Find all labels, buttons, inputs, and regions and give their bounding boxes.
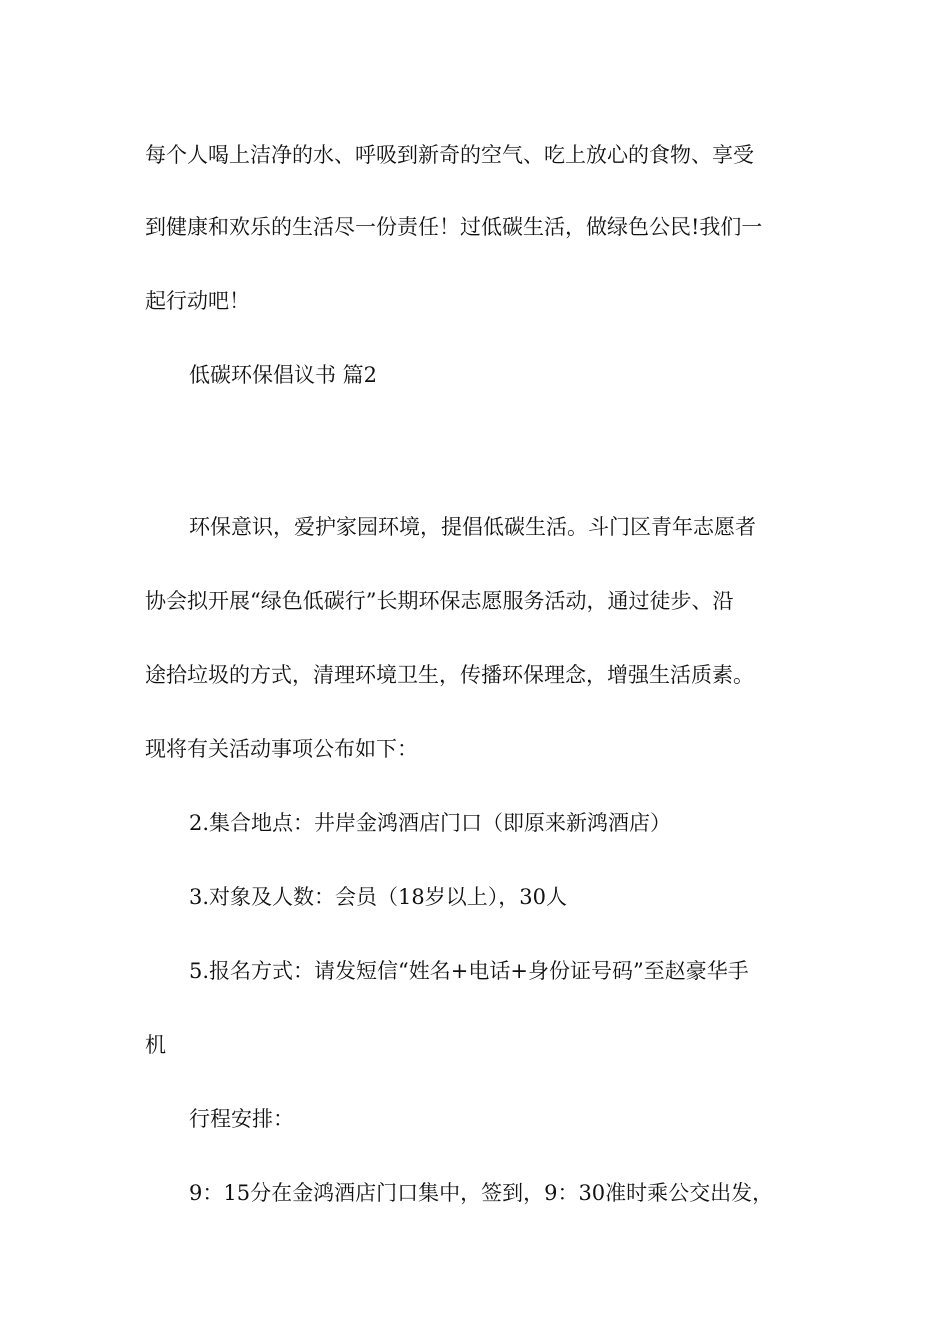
paragraph-line: 起行动吧！ <box>145 289 250 313</box>
paragraph-line: 途拾垃圾的方式，清理环境卫生，传播环保理念，增强生活质素。 <box>145 663 754 687</box>
list-item: 5.报名方式：请发短信“姓名+电话+身份证号码”至赵豪华手 <box>189 959 749 983</box>
list-item: 2.集合地点：井岸金鸿酒店门口（即原来新鸿酒店） <box>189 811 672 835</box>
paragraph-line: 环保意识，爱护家园环境，提倡低碳生活。斗门区青年志愿者 <box>189 515 756 539</box>
list-item: 3.对象及人数：会员（18岁以上），30人 <box>189 885 567 909</box>
paragraph-line: 行程安排： <box>189 1107 294 1131</box>
paragraph-line: 现将有关活动事项公布如下： <box>145 737 418 761</box>
paragraph-line: 机 <box>145 1033 166 1057</box>
paragraph-line: 9：15分在金鸿酒店门口集中，签到，9：30准时乘公交出发， <box>189 1181 774 1205</box>
paragraph-line: 每个人喝上洁净的水、呼吸到新奇的空气、吃上放心的食物、享受 <box>145 143 754 167</box>
paragraph-line: 协会拟开展“绿色低碳行”长期环保志愿服务活动，通过徒步、沿 <box>145 589 734 613</box>
section-heading: 低碳环保倡议书 篇2 <box>189 363 378 387</box>
paragraph-line: 到健康和欢乐的生活尽一份责任！过低碳生活，做绿色公民!我们一 <box>145 215 763 239</box>
